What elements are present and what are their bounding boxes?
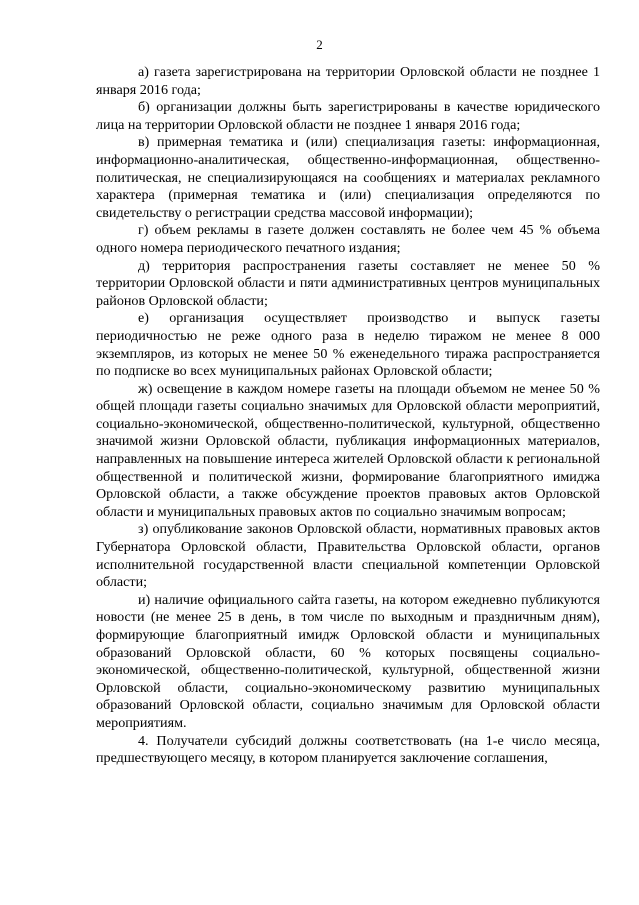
paragraph-4: 4. Получатели субсидий должны соответствовать (на 1-е число месяца, предшествующего месяцу, в котором планируется заключение соглашения, (96, 732, 600, 767)
page-number: 2 (316, 37, 323, 52)
paragraph-d: д) территория распространения газеты составляет не менее 50 % территории Орловской области и пяти административных центров муниципальных районов Орловской области; (96, 257, 600, 309)
paragraph-zh: ж) освещение в каждом номере газеты на площади объемом не менее 50 % общей площади газеты социально значимых для Орловской области мероприятий, социально-экономической, общественно-политической, культурной, общественно значимой жизни Орловской области, публикация информационных материалов, направленных на повышение интереса жителей Орловской области к региональной общественной и политической жизни, формирование благоприятного имиджа Орловской области, а также обсуждение проектов правовых актов Орловской области и муниципальных правовых актов по социально значимым вопросам; (96, 380, 600, 520)
paragraph-a: а) газета зарегистрирована на территории Орловской области не позднее 1 января 2016 года; (96, 64, 600, 98)
paragraph-i: и) наличие официального сайта газеты, на котором ежедневно публикуются новости (не менее 25 в день, в том числе по выходным и праздничным дням), формирующие благоприятный имидж Орловской области и муниципальных образований Орловской области, 60 % которых посвящены социально-экономической, общественно-политической, культурной, общественной жизни Орловской области, социально-экономическому развитию муниципальных образований Орловской области, социально значимым для Орловской области мероприятиям. (96, 591, 600, 731)
paragraph-e: е) организация осуществляет производство и выпуск газеты периодичностью не реже одного раза в неделю тиражом не менее 8 000 экземпляров, из которых не менее 50 % еженедельного тиража распространяется по подписке во всех муниципальных районах Орловской области; (96, 310, 600, 380)
paragraph-b: б) организации должны быть зарегистрированы в качестве юридического лица на территории Орловской области не позднее 1 января 2016 года; (96, 99, 600, 133)
paragraph-g: г) объем рекламы в газете должен составлять не более чем 45 % объема одного номера периодического печатного издания; (96, 222, 600, 256)
paragraph-v: в) примерная тематика и (или) специализация газеты: информационная, информационно-аналитическая, общественно-информационная, общественно-политическая, не специализирующаяся на сообщениях и материалах рекламного характера (примерная тематика и (или) специализация определяются по свидетельству о регистрации средства массовой информации); (96, 134, 600, 221)
document-body (96, 64, 600, 768)
paragraph-z: з) опубликование законов Орловской области, нормативных правовых актов Губернатора Орловской области, Правительства Орловской области, органов исполнительной государственной власти специальной компетенции Орловской области; (96, 521, 600, 591)
